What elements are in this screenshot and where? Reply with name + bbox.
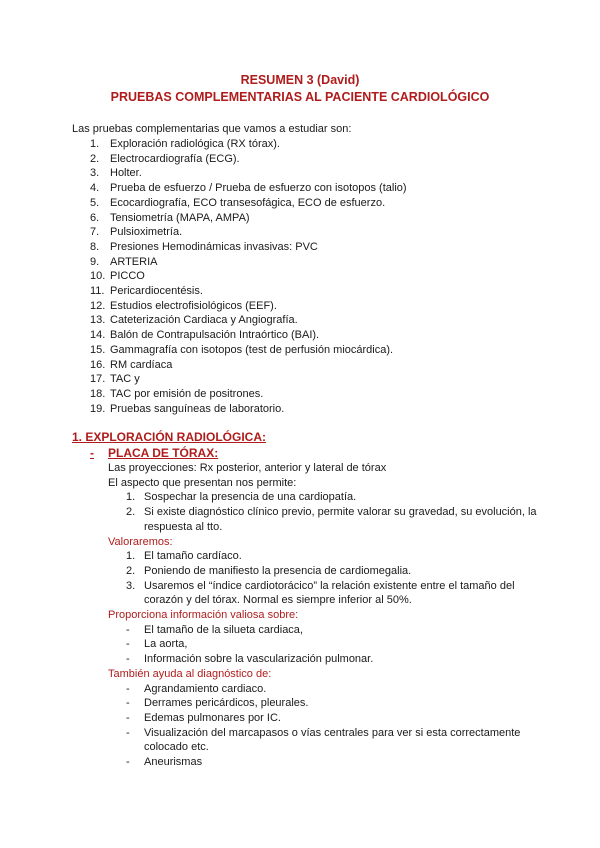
document-subtitle: PRUEBAS COMPLEMENTARIAS AL PACIENTE CARDIOLÓGICO (110, 90, 490, 104)
list-item: 10. PICCO (90, 270, 145, 283)
list-item: 19. Pruebas sanguíneas de laboratorio. (90, 402, 285, 415)
list-item: - Visualización del marcapasos o vías centrales para ver si esta correctamente colocado etc. (126, 726, 521, 754)
section-content (108, 461, 538, 770)
document-title: RESUMEN 3 (David) (240, 73, 360, 87)
projections-text: Las proyecciones: Rx posterior, anterior y lateral de tórax (108, 462, 387, 474)
valoraremos-label: Valoraremos: (108, 535, 173, 548)
subsection-title: PLACA DE TÓRAX: (108, 446, 219, 460)
list-item: 2. Poniendo de manifiesto la presencia de cardiomegalia. (126, 564, 412, 577)
list-item: - Derrames pericárdicos, pleurales. (126, 697, 309, 710)
list-item: 15. Gammagrafía con isotopos (test de perfusión miocárdica). (90, 343, 394, 356)
list-item: 1. Exploración radiológica (RX tórax). (90, 138, 280, 150)
list-item: 1. El tamaño cardíaco. (126, 550, 242, 563)
list-item: 4. Prueba de esfuerzo / Prueba de esfuerzo con isotopos (talio) (90, 182, 407, 195)
list-item: 2. Si existe diagnóstico clínico previo, permite valorar su gravedad, su evolución, la respuesta al tto. (126, 506, 537, 533)
list-item: - Aneurismas (126, 756, 203, 769)
list-item: 3. Usaremos el “índice cardiotorácico” la relación existente entre el tamaño del corazón y del tórax. Normal es siempre inferior al 50%. (126, 579, 515, 607)
list-item: 18. TAC por emisión de positrones. (90, 387, 264, 400)
list-item: 6. Tensiometría (MAPA, AMPA) (90, 211, 250, 224)
list-item: 14. Balón de Contrapulsación Intraórtico (BAI). (90, 329, 320, 342)
list-item: - Edemas pulmonares por IC. (126, 711, 281, 724)
list-item: 3. Holter. (90, 167, 142, 180)
tests-list (72, 137, 407, 416)
aspect-intro: El aspecto que presentan nos permite: (108, 476, 297, 489)
list-item: 2. Electrocardiografía (ECG). (90, 152, 240, 165)
intro-paragraph: Las pruebas complementarias que vamos a estudiar son: (72, 123, 352, 135)
list-item: 8. Presiones Hemodinámicas invasivas: PVC (90, 240, 318, 253)
diagnosis-label: También ayuda al diagnóstico de: (108, 667, 272, 680)
bullet-dash: - (90, 446, 94, 460)
list-item: - Información sobre la vascularización pulmonar. (126, 653, 374, 666)
list-item: - El tamaño de la silueta cardiaca, (126, 623, 303, 636)
list-item: 5. Ecocardiografía, ECO transesofágica, ECO de esfuerzo. (90, 196, 386, 209)
list-item: 13. Cateterización Cardiaca y Angiografía. (90, 314, 298, 327)
list-item: 1. Sospechar la presencia de una cardiopatía. (126, 491, 357, 504)
list-item: 9. ARTERIA (90, 255, 158, 268)
list-item: 16. RM cardíaca (90, 358, 173, 371)
list-item: 17. TAC y (90, 373, 140, 386)
list-item: 11. Pericardiocentésis. (90, 285, 203, 298)
list-item: 7. Pulsioximetría. (90, 226, 183, 239)
section-heading: 1. EXPLORACIÓN RADIOLÓGICA: (72, 430, 267, 444)
list-item: - La aorta, (126, 638, 188, 651)
subsection-heading (90, 446, 218, 460)
info-label: Proporciona información valiosa sobre: (108, 609, 299, 622)
list-item: 12. Estudios electrofisiológicos (EEF). (90, 299, 277, 312)
list-item: - Agrandamiento cardiaco. (126, 682, 267, 695)
